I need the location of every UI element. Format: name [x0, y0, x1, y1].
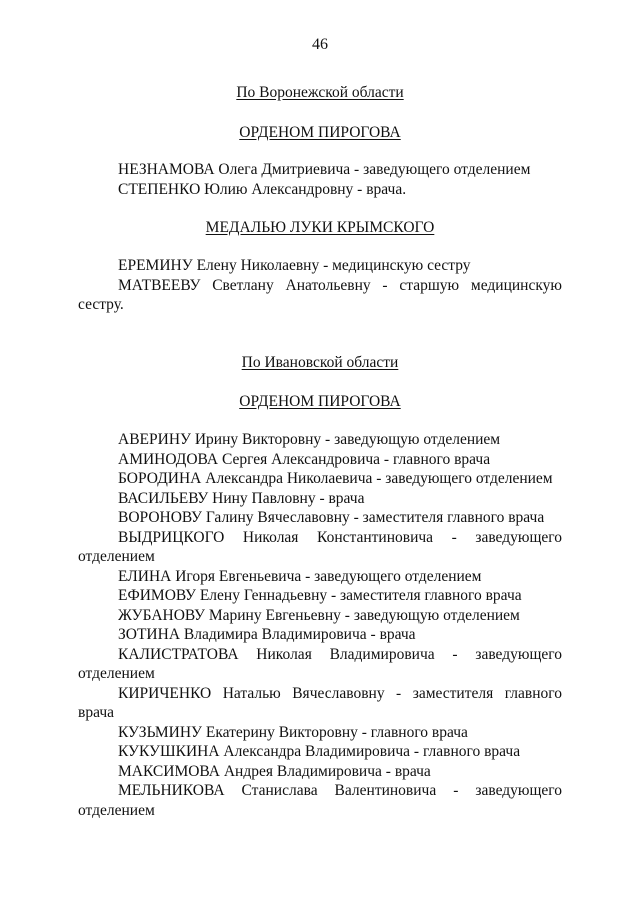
region-heading-text: По Воронежской области	[236, 84, 404, 101]
list-item: ЕРЕМИНУ Елену Николаевну - медицинскую сестру	[118, 257, 471, 274]
list-item: МАТВЕЕВУ Светлану Анатольевну - старшую медицинскую сестру.	[78, 276, 562, 313]
list-item: КУКУШКИНА Александра Владимировича - главного врача	[118, 743, 521, 760]
region-heading-ivanovo	[0, 354, 640, 372]
list-item: ЕЛИНА Игоря Евгеньевича - заведующего отделением	[118, 567, 482, 585]
award-list-pirogov-1	[78, 160, 562, 199]
award-heading-pirogov-1	[0, 124, 640, 142]
award-heading-text: ОРДЕНОМ ПИРОГОВА	[239, 393, 401, 410]
list-item: АВЕРИНУ Ирину Викторовну - заведующую отделением	[118, 431, 501, 448]
list-item: МАКСИМОВА Андрея Владимировича - врача	[118, 762, 431, 780]
region-heading-text: По Ивановской области	[241, 354, 399, 371]
list-item: АМИНОДОВА Сергея Александровича - главного врача	[118, 450, 491, 468]
list-item: НЕЗНАМОВА Олега Дмитриевича - заведующего отделением	[118, 161, 531, 178]
list-item: ЖУБАНОВУ Марину Евгеньевну - заведующую отделением	[118, 606, 520, 624]
list-item: ЗОТИНА Владимира Владимировича - врача	[118, 626, 416, 643]
award-list-pirogov-2	[78, 430, 562, 820]
list-item: КАЛИСТРАТОВА Николая Владимировича - заведующего отделением	[78, 645, 562, 682]
region-heading-voronezh	[0, 84, 640, 102]
award-heading-text: ОРДЕНОМ ПИРОГОВА	[239, 124, 401, 141]
award-heading-text: МЕДАЛЬЮ ЛУКИ КРЫМСКОГО	[205, 219, 435, 236]
list-item: КУЗЬМИНУ Екатерину Викторовну - главного врача	[118, 723, 468, 741]
list-item: ЕФИМОВУ Елену Геннадьевну - заместителя главного врача	[118, 587, 522, 604]
list-item: КИРИЧЕНКО Наталью Вячеславовну - заместителя главного врача	[78, 684, 562, 721]
list-item: МЕЛЬНИКОВА Станислава Валентиновича - заведующего отделением	[78, 782, 562, 819]
award-heading-pirogov-2	[0, 393, 640, 411]
list-item: ВОРОНОВУ Галину Вячеславовну - заместителя главного врача	[118, 509, 545, 526]
award-list-luka	[78, 256, 562, 315]
award-heading-luka	[0, 219, 640, 237]
page-number: 46	[312, 36, 328, 53]
list-item: ВАСИЛЬЕВУ Нину Павловну - врача	[118, 489, 365, 507]
list-item: ВЫДРИЦКОГО Николая Константиновича - заведующего отделением	[78, 528, 562, 565]
list-item: БОРОДИНА Александра Николаевича - заведующего отделением	[118, 470, 553, 487]
list-item: СТЕПЕНКО Юлию Александровну - врача.	[118, 180, 407, 198]
